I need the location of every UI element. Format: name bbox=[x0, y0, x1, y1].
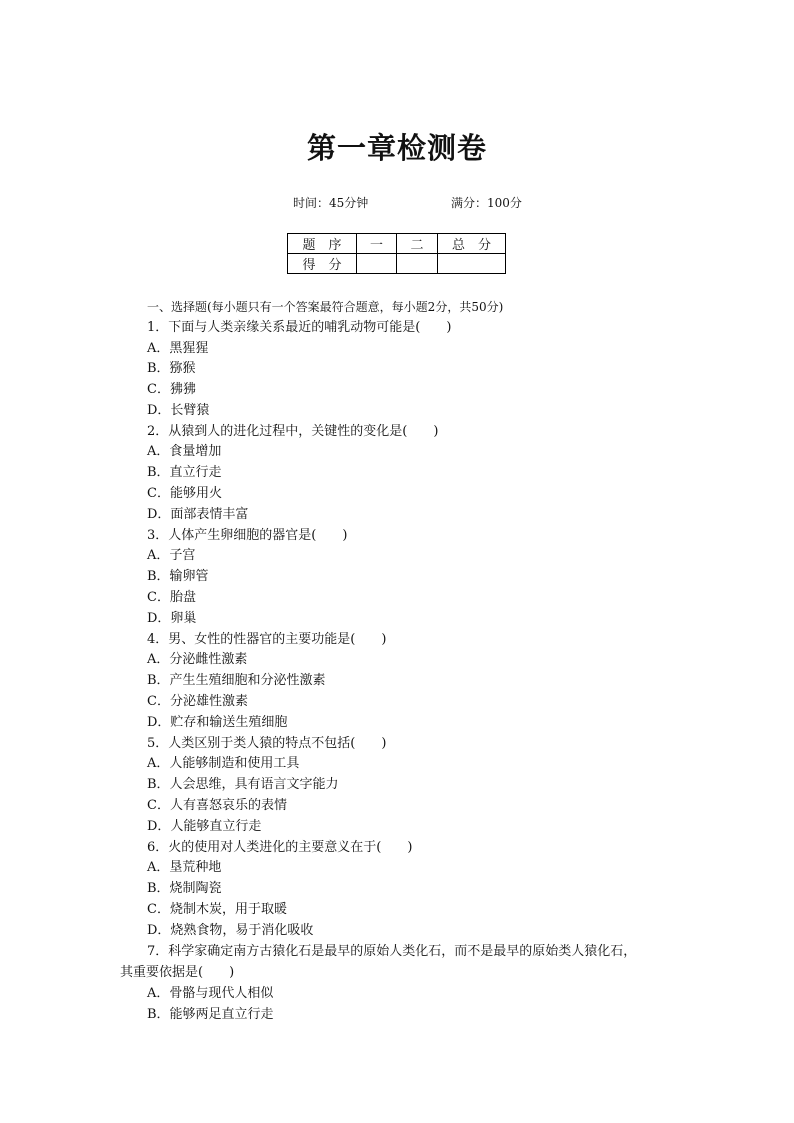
option-item: C．狒狒 bbox=[147, 382, 196, 397]
question-stem: 5．人类区别于类人猿的特点不包括( ) bbox=[147, 736, 387, 751]
option-item: C．胎盘 bbox=[147, 590, 196, 605]
option-item: A．子宫 bbox=[147, 548, 196, 563]
option-item: B．输卵管 bbox=[147, 569, 209, 584]
option-item: D．卵巢 bbox=[147, 611, 197, 626]
question-stem: 4．男、女性的性器官的主要功能是( ) bbox=[147, 632, 387, 647]
score-input-cell bbox=[357, 254, 397, 274]
option-item: D．人能够直立行走 bbox=[147, 819, 262, 834]
option-item: A．分泌雌性激素 bbox=[147, 652, 248, 667]
section-heading: 一、选择题(每小题只有一个答案最符合题意，每小题2分，共50分) bbox=[147, 300, 504, 314]
score-input-cell bbox=[438, 254, 506, 274]
option-item: C．烧制木炭，用于取暖 bbox=[147, 902, 287, 917]
question-stem-continued: 其重要依据是( ) bbox=[120, 965, 235, 980]
score-table-cell: 一 bbox=[357, 234, 397, 254]
option-item: A．食量增加 bbox=[147, 444, 222, 459]
question-stem: 6．火的使用对人类进化的主要意义在于( ) bbox=[147, 840, 413, 855]
question-stem: 3．人体产生卵细胞的器官是( ) bbox=[147, 528, 348, 543]
option-item: A．垦荒种地 bbox=[147, 860, 222, 875]
score-input-cell bbox=[397, 254, 438, 274]
option-item: B．人会思维，具有语言文字能力 bbox=[147, 777, 339, 792]
option-item: B．能够两足直立行走 bbox=[147, 1007, 274, 1022]
option-item: A．人能够制造和使用工具 bbox=[147, 756, 300, 771]
option-item: D．贮存和输送生殖细胞 bbox=[147, 715, 288, 730]
exam-time: 时间：45分钟 bbox=[293, 196, 369, 210]
option-item: D．烧熟食物，易于消化吸收 bbox=[147, 923, 314, 938]
question-stem: 1．下面与人类亲缘关系最近的哺乳动物可能是( ) bbox=[147, 320, 452, 335]
score-table-header-row bbox=[288, 234, 506, 254]
option-item: C．能够用火 bbox=[147, 486, 222, 501]
score-table bbox=[287, 233, 506, 274]
score-table-cell: 题 序 bbox=[288, 234, 357, 254]
score-table-cell: 得 分 bbox=[288, 254, 357, 274]
option-item: B．烧制陶瓷 bbox=[147, 881, 222, 896]
option-item: B．猕猴 bbox=[147, 361, 196, 376]
score-table-cell: 二 bbox=[397, 234, 438, 254]
option-item: C．人有喜怒哀乐的表情 bbox=[147, 798, 287, 813]
option-item: D．长臂猿 bbox=[147, 403, 210, 418]
score-table-score-row bbox=[288, 254, 506, 274]
option-item: B．产生生殖细胞和分泌性激素 bbox=[147, 673, 326, 688]
option-item: B．直立行走 bbox=[147, 465, 222, 480]
question-stem: 7．科学家确定南方古猿化石是最早的原始人类化石，而不是最早的原始类人猿化石， bbox=[147, 944, 637, 959]
score-table-cell: 总 分 bbox=[438, 234, 506, 254]
option-item: A．骨骼与现代人相似 bbox=[147, 986, 274, 1001]
page-title: 第一章检测卷 bbox=[306, 131, 487, 165]
option-item: D．面部表情丰富 bbox=[147, 507, 249, 522]
option-item: C．分泌雄性激素 bbox=[147, 694, 248, 709]
full-score: 满分：100分 bbox=[451, 196, 522, 210]
question-stem: 2．从猿到人的进化过程中，关键性的变化是( ) bbox=[147, 424, 439, 439]
option-item: A．黑猩猩 bbox=[147, 341, 209, 356]
